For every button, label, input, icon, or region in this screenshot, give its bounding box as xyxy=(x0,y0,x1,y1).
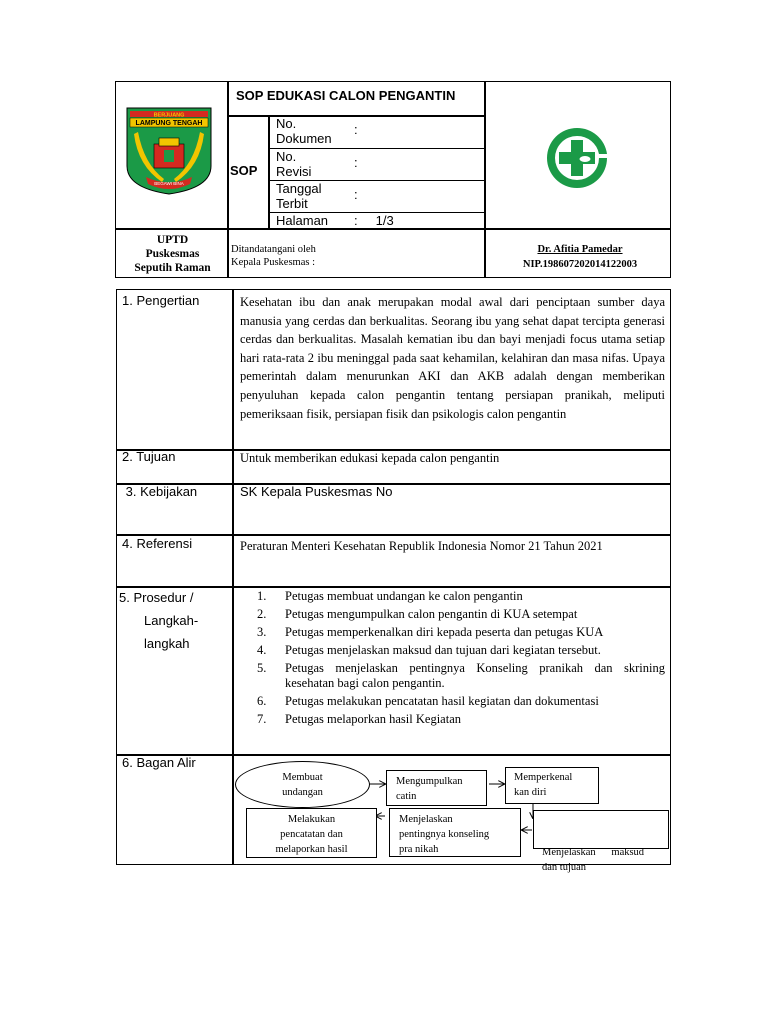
meta-value: : xyxy=(354,122,358,137)
header-divider xyxy=(227,115,485,117)
meta-value: : 1/3 xyxy=(354,213,394,228)
procedure-steps xyxy=(240,589,665,730)
procedure-step: 7. Petugas melaporkan hasil Kegiatan xyxy=(257,711,461,726)
flow-node-menjelaskan-maksud: Menjelaskan maksud dan tujuan xyxy=(533,810,669,849)
flow-node-membuat-undangan: Membuat undangan xyxy=(235,761,370,808)
section-text-referensi: Peraturan Menteri Kesehatan Republik Indonesia Nomor 21 Tahun 2021 xyxy=(240,539,603,553)
table-divider xyxy=(116,586,671,588)
procedure-step: 2. Petugas mengumpulkan calon pengantin di KUA setempat xyxy=(257,607,578,621)
section-label-kebijakan: 3. Kebijakan xyxy=(122,484,198,499)
section-label-prosedur: 5. Prosedur / Langkah- langkah xyxy=(119,590,199,651)
meta-value: : xyxy=(354,187,358,202)
signatory xyxy=(490,242,670,272)
flow-node-melakukan-pencatatan: Melakukan pencatatan dan melaporkan hasil xyxy=(246,808,377,858)
logo-banner-text: LAMPUNG TENGAH xyxy=(135,120,203,127)
signatory-nip: NIP.198607202014122003 xyxy=(522,259,638,270)
lampung-tengah-logo xyxy=(124,104,214,196)
signed-by: Ditandatangani oleh Kepala Puskesmas : xyxy=(231,244,316,268)
document-title: SOP EDUKASI CALON PENGANTIN xyxy=(236,88,456,103)
flow-node-memperkenalkan-diri: Memperkenal kan diri xyxy=(505,767,599,804)
organization-name: UPTD Puskesmas Seputih Raman xyxy=(134,234,211,274)
procedure-step: 5. Petugas menjelaskan pentingnya Konseling pranikah dan skrining kesehatan bagi calon pengantin. xyxy=(257,661,665,690)
section-label-referensi: 4. Referensi xyxy=(122,536,193,551)
flow-node-menjelaskan-konseling: Menjelaskan pentingnya konseling pra nikah xyxy=(389,808,521,857)
procedure-step: 4. Petugas menjelaskan maksud dan tujuan dari kegiatan tersebut. xyxy=(257,643,601,657)
logo-bottom-text: BEGAWI BINA xyxy=(154,181,184,186)
signatory-name: Dr. Afitia Pamedar xyxy=(537,244,623,255)
logo-motto-text: BERJUANG xyxy=(153,112,185,119)
meta-label: No. Dokumen xyxy=(276,116,332,146)
section-label-bagan-alir: 6. Bagan Alir xyxy=(122,755,196,770)
meta-value: : xyxy=(354,155,358,170)
sop-label: SOP xyxy=(230,163,258,178)
meta-label: No. Revisi xyxy=(276,149,312,179)
section-text-tujuan: Untuk memberikan edukasi kepada calon pengantin xyxy=(240,451,500,465)
puskesmas-logo xyxy=(543,124,611,192)
procedure-step: 6. Petugas melakukan pencatatan hasil kegiatan dan dokumentasi xyxy=(257,693,599,708)
meta-label: Halaman xyxy=(276,213,329,228)
procedure-step: 1. Petugas membuat undangan ke calon pengantin xyxy=(257,589,523,603)
section-label-pengertian: 1. Pengertian xyxy=(122,293,200,308)
meta-label: Tanggal Terbit xyxy=(276,181,322,211)
section-text-kebijakan: SK Kepala Puskesmas No xyxy=(240,484,393,499)
flow-node-mengumpulkan-catin: Mengumpulkan catin xyxy=(386,770,487,806)
section-text-pengertian: Kesehatan ibu dan anak merupakan modal awal dari penciptaan sumber daya manusia yang cerdas dan berkualitas. Seorang ibu yang sehat dapat tercipta generasi cerdas dan berkualitas. Masalah kematian ibu dan bayi menjadi focus utama setiap hari rata-rata 2 ibu meninggal pada saat kehamilan, kelahiran dan masa nifas. Upaya pemerintah dalam menurunkan AKI dan AKB adalah dengan memberikan penyuluhan kepada calon pengantin tentang persiapan pranikah, meliputi pemeriksaan fisik, persiapan fisik dan psikologis calon pengantin xyxy=(240,295,665,421)
procedure-step: 3. Petugas memperkenalkan diri kepada peserta dan petugas KUA xyxy=(257,625,604,639)
section-label-tujuan: 2. Tujuan xyxy=(122,449,176,464)
header-divider xyxy=(115,228,671,230)
